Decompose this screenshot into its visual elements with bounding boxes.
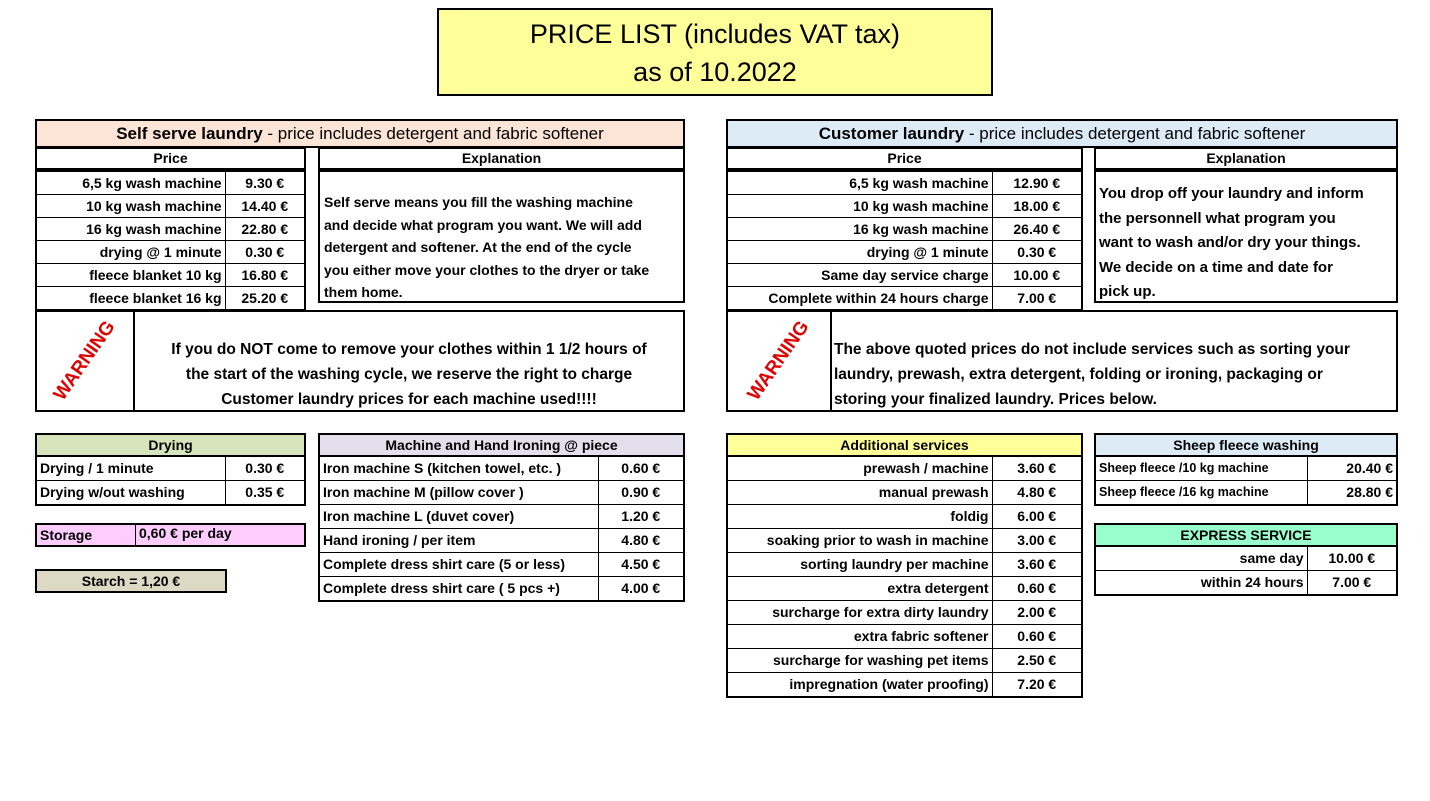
self-serve-explanation	[318, 170, 685, 303]
table-row	[727, 171, 1082, 195]
item-price: 7.00 €	[992, 287, 1082, 311]
table-row	[727, 625, 1082, 649]
item-label: drying @ 1 minute	[727, 241, 992, 264]
item-label: surcharge for washing pet items	[727, 649, 992, 673]
explanation-line: detergent and softener. At the end of the cycle	[324, 239, 632, 255]
warning-line: The above quoted prices do not include services such as sorting your	[834, 341, 1350, 358]
item-price: 4.50 €	[598, 553, 684, 577]
table-row	[36, 195, 305, 218]
item-label: Hand ironing / per item	[319, 529, 598, 553]
explanation-line: want to wash and/or dry your things.	[1099, 234, 1361, 251]
table-row	[727, 481, 1082, 505]
table-row	[319, 505, 684, 529]
item-price: 20.40 €	[1307, 456, 1397, 481]
explanation-line: pick up.	[1099, 283, 1156, 300]
table-row	[727, 529, 1082, 553]
table-row	[36, 456, 305, 481]
self-serve-header-bold: Self serve laundry	[116, 124, 263, 143]
storage-divider	[135, 525, 136, 545]
item-price: 0.90 €	[598, 481, 684, 505]
table-row	[727, 673, 1082, 698]
warning-line: the start of the washing cycle, we reserve the right to charge	[185, 366, 633, 383]
item-label: Drying / 1 minute	[36, 456, 225, 481]
item-label: 16 kg wash machine	[36, 218, 225, 241]
warning-line: If you do NOT come to remove your clothes within 1 1/2 hours of	[171, 341, 647, 358]
table-row	[727, 264, 1082, 287]
item-price: 0.35 €	[225, 481, 305, 506]
item-label: same day	[1095, 546, 1307, 571]
explanation-line: and decide what program you want. We will add	[324, 216, 642, 233]
item-label: Complete dress shirt care (5 or less)	[319, 553, 598, 577]
customer-price-table	[726, 170, 1083, 311]
explanation-line: Self serve means you fill the washing machine	[324, 194, 633, 210]
storage-label: Storage	[40, 527, 93, 543]
item-price: 0.60 €	[598, 456, 684, 481]
item-price: 9.30 €	[225, 171, 305, 195]
table-row	[727, 601, 1082, 625]
item-price: 7.00 €	[1307, 571, 1397, 596]
table-row	[727, 195, 1082, 218]
item-label: Iron machine L (duvet cover)	[319, 505, 598, 529]
item-label: Iron machine S (kitchen towel, etc. )	[319, 456, 598, 481]
table-row	[36, 264, 305, 287]
table-row	[727, 287, 1082, 311]
ironing-header: Machine and Hand Ironing @ piece	[319, 434, 684, 456]
self-serve-explanation-col-header: Explanation	[318, 147, 685, 170]
item-label: fleece blanket 16 kg	[36, 287, 225, 311]
table-row	[319, 481, 684, 505]
table-row	[727, 553, 1082, 577]
item-price: 0.30 €	[225, 456, 305, 481]
customer-price-col-header: Price	[726, 147, 1083, 170]
item-price: 4.80 €	[992, 481, 1082, 505]
item-price: 18.00 €	[992, 195, 1082, 218]
item-label: sorting laundry per machine	[727, 553, 992, 577]
table-row	[319, 577, 684, 602]
item-label: Sheep fleece /10 kg machine	[1095, 456, 1307, 481]
explanation-line: you either move your clothes to the dryer or take	[324, 261, 650, 278]
item-price: 3.60 €	[992, 456, 1082, 481]
table-row	[1095, 481, 1397, 506]
item-label: Complete within 24 hours charge	[727, 287, 992, 311]
item-price: 1.20 €	[598, 505, 684, 529]
table-row	[727, 505, 1082, 529]
storage-box	[35, 523, 306, 547]
item-price: 4.00 €	[598, 577, 684, 602]
item-label: soaking prior to wash in machine	[727, 529, 992, 553]
item-label: Sheep fleece /16 kg machine	[1095, 481, 1307, 506]
customer-header	[726, 119, 1398, 148]
item-price: 0.60 €	[992, 625, 1082, 649]
table-row	[319, 456, 684, 481]
table-row	[727, 218, 1082, 241]
item-label: 10 kg wash machine	[36, 195, 225, 218]
item-label: 6,5 kg wash machine	[36, 171, 225, 195]
self-serve-header-rest: - price includes detergent and fabric softener	[262, 124, 604, 143]
self-serve-header	[35, 119, 685, 148]
table-row	[1095, 456, 1397, 481]
item-price: 22.80 €	[225, 218, 305, 241]
table-row	[319, 529, 684, 553]
item-label: foldig	[727, 505, 992, 529]
warning-label-right	[728, 312, 832, 410]
item-label: manual prewash	[727, 481, 992, 505]
table-row	[727, 456, 1082, 481]
warning-line: laundry, prewash, extra detergent, folding or ironing, packaging or	[834, 366, 1323, 383]
self-serve-price-col-header: Price	[35, 147, 306, 170]
item-price: 2.00 €	[992, 601, 1082, 625]
table-row	[727, 649, 1082, 673]
table-row	[727, 577, 1082, 601]
warning-text-right-label: WARNING	[743, 317, 814, 405]
express-service-table	[1094, 523, 1398, 596]
storage-value: 0,60 € per day	[139, 525, 232, 541]
warning-label-left	[37, 312, 135, 410]
table-row	[319, 553, 684, 577]
item-price: 12.90 €	[992, 171, 1082, 195]
item-price: 0.60 €	[992, 577, 1082, 601]
item-label: 10 kg wash machine	[727, 195, 992, 218]
item-label: drying @ 1 minute	[36, 241, 225, 264]
item-price: 7.20 €	[992, 673, 1082, 698]
item-label: impregnation (water proofing)	[727, 673, 992, 698]
starch-box: Starch = 1,20 €	[35, 569, 227, 593]
warning-text-right	[834, 337, 1396, 412]
drying-table	[35, 433, 306, 506]
item-label: 16 kg wash machine	[727, 218, 992, 241]
item-price: 0.30 €	[225, 241, 305, 264]
item-label: 6,5 kg wash machine	[727, 171, 992, 195]
item-label: Iron machine M (pillow cover )	[319, 481, 598, 505]
warning-box-left	[35, 310, 685, 412]
item-label: fleece blanket 10 kg	[36, 264, 225, 287]
warning-line: Customer laundry prices for each machine used!!!!	[221, 391, 597, 408]
item-price: 28.80 €	[1307, 481, 1397, 506]
item-price: 10.00 €	[992, 264, 1082, 287]
item-price: 2.50 €	[992, 649, 1082, 673]
explanation-line: the personnell what program you	[1099, 209, 1336, 227]
table-row	[36, 171, 305, 195]
ironing-table	[318, 433, 685, 602]
explanation-line: You drop off your laundry and inform	[1099, 185, 1364, 202]
customer-explanation	[1094, 170, 1398, 303]
item-price: 10.00 €	[1307, 546, 1397, 571]
item-price: 3.00 €	[992, 529, 1082, 553]
customer-header-bold: Customer laundry	[818, 124, 965, 143]
additional-header: Additional services	[727, 434, 1082, 456]
item-price: 16.80 €	[225, 264, 305, 287]
warning-line: storing your finalized laundry. Prices below.	[834, 391, 1157, 408]
price-list-title	[437, 8, 993, 96]
item-price: 3.60 €	[992, 553, 1082, 577]
item-price: 25.20 €	[225, 287, 305, 311]
item-price: 4.80 €	[598, 529, 684, 553]
drying-header: Drying	[36, 434, 305, 456]
customer-explanation-col-header: Explanation	[1094, 147, 1398, 170]
table-row	[36, 218, 305, 241]
sheep-fleece-table	[1094, 433, 1398, 506]
item-price: 14.40 €	[225, 195, 305, 218]
table-row	[727, 241, 1082, 264]
express-header: EXPRESS SERVICE	[1095, 524, 1397, 546]
item-label: extra fabric softener	[727, 625, 992, 649]
title-line-1: PRICE LIST (includes VAT tax)	[529, 19, 901, 49]
warning-box-right	[726, 310, 1398, 412]
item-label: Same day service charge	[727, 264, 992, 287]
item-label: surcharge for extra dirty laundry	[727, 601, 992, 625]
table-row	[36, 481, 305, 506]
fleece-header: Sheep fleece washing	[1095, 434, 1397, 456]
warning-text-left-label: WARNING	[49, 317, 120, 405]
item-price: 26.40 €	[992, 218, 1082, 241]
explanation-line: We decide on a time and date for	[1099, 258, 1333, 276]
self-serve-price-table	[35, 170, 306, 311]
table-row	[36, 287, 305, 311]
item-label: Drying w/out washing	[36, 481, 225, 506]
item-label: within 24 hours	[1095, 571, 1307, 596]
item-price: 6.00 €	[992, 505, 1082, 529]
table-row	[1095, 546, 1397, 571]
table-row	[1095, 571, 1397, 596]
additional-services-table	[726, 433, 1083, 698]
explanation-line: them home.	[324, 284, 403, 300]
title-line-2: as of 10.2022	[633, 57, 797, 87]
customer-header-rest: - price includes detergent and fabric softener	[964, 124, 1306, 143]
warning-text-left	[135, 337, 683, 412]
item-label: Complete dress shirt care ( 5 pcs +)	[319, 577, 598, 602]
item-price: 0.30 €	[992, 241, 1082, 264]
item-label: extra detergent	[727, 577, 992, 601]
item-label: prewash / machine	[727, 456, 992, 481]
table-row	[36, 241, 305, 264]
